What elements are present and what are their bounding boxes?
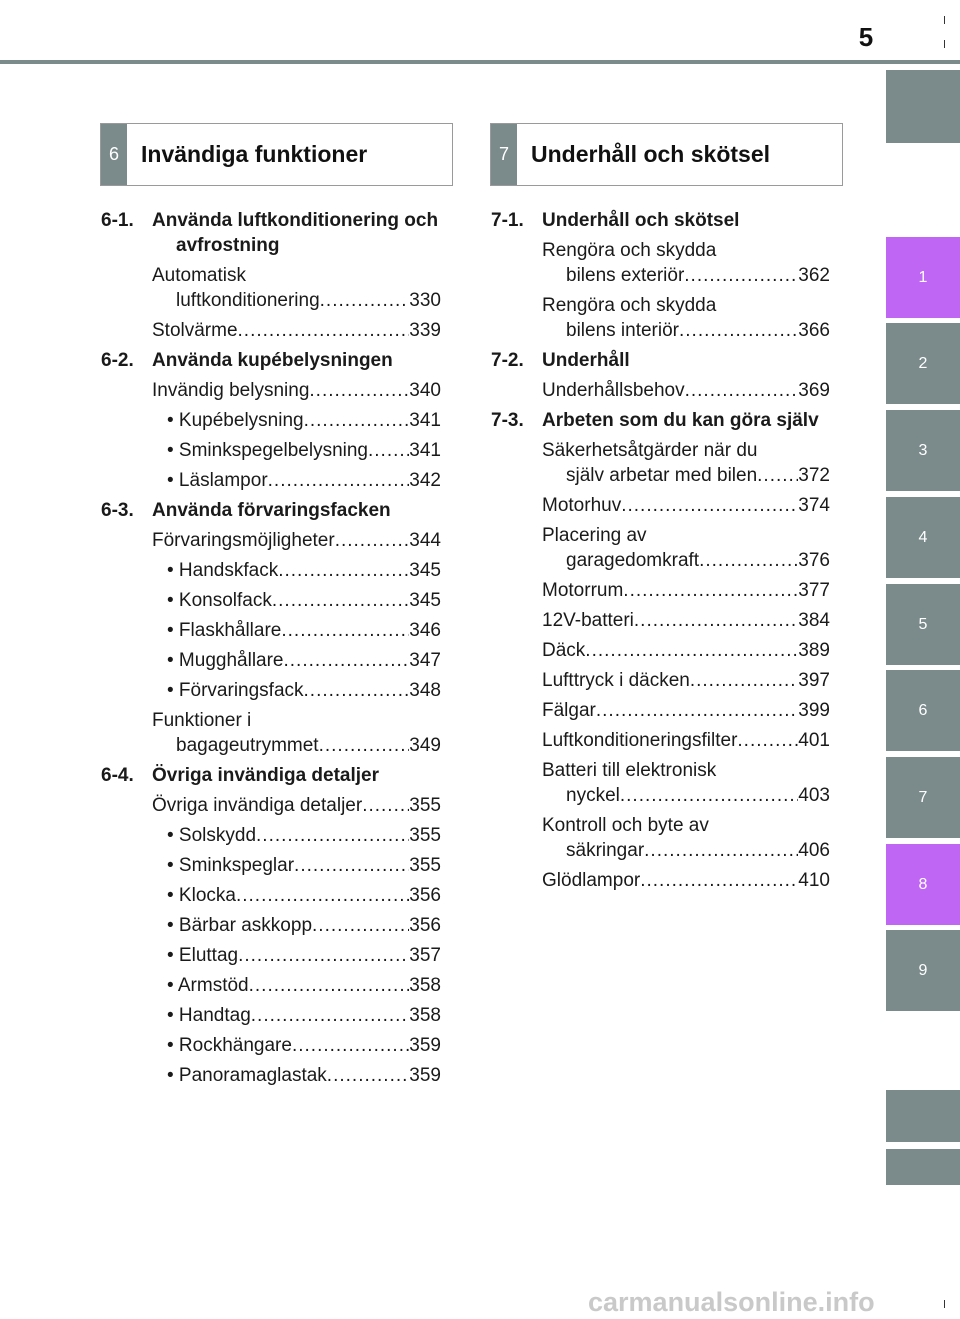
entry-page-number: 355 bbox=[409, 825, 441, 846]
dot-leader bbox=[249, 973, 410, 998]
toc-entry[interactable] bbox=[542, 578, 830, 603]
chapter-tab-8[interactable]: 8 bbox=[886, 844, 960, 925]
entry-title: • Läslampor bbox=[167, 470, 268, 491]
dot-leader bbox=[281, 618, 409, 643]
entry-page-number: 356 bbox=[409, 885, 441, 906]
chapter-number: 6-4. bbox=[101, 765, 134, 786]
toc-entry[interactable] bbox=[542, 868, 830, 893]
chapter-tab-5[interactable]: 5 bbox=[886, 584, 960, 665]
entry-title: garagedomkraft bbox=[566, 550, 700, 571]
entry-title: Stolvärme bbox=[152, 320, 238, 341]
toc-entry[interactable] bbox=[542, 378, 830, 403]
section-title: Underhåll och skötsel bbox=[531, 141, 771, 167]
toc-subentry[interactable] bbox=[159, 1033, 441, 1058]
entry-title: Invändig belysning bbox=[152, 380, 310, 401]
watermark: carmanualsonline.info bbox=[588, 1287, 875, 1317]
toc-entry[interactable] bbox=[542, 438, 830, 488]
toc-subentry[interactable] bbox=[159, 438, 441, 463]
entry-page-number: 345 bbox=[409, 590, 441, 611]
dot-leader bbox=[309, 378, 409, 403]
toc-chapter[interactable] bbox=[491, 348, 830, 373]
dot-leader bbox=[368, 438, 409, 463]
entry-title-line: Automatisk bbox=[152, 265, 246, 286]
entry-title: • Eluttag bbox=[167, 945, 239, 966]
toc-entry[interactable] bbox=[542, 238, 830, 288]
entry-page-number: 359 bbox=[409, 1035, 441, 1056]
entry-page-number: 359 bbox=[409, 1065, 441, 1086]
dot-leader bbox=[312, 913, 409, 938]
entry-page-number: 399 bbox=[798, 700, 830, 721]
entry-title: Motorhuv bbox=[542, 495, 622, 516]
dot-leader bbox=[644, 838, 798, 863]
entry-page-number: 362 bbox=[798, 265, 830, 286]
entry-title-line: Funktioner i bbox=[152, 710, 252, 731]
entry-page-number: 358 bbox=[409, 975, 441, 996]
chapter-number: 7-2. bbox=[491, 350, 524, 371]
entry-page-number: 341 bbox=[409, 440, 441, 461]
entry-title: luftkonditionering bbox=[176, 290, 320, 311]
toc-subentry[interactable] bbox=[159, 408, 441, 433]
section-number: 6 bbox=[101, 124, 127, 185]
entry-page-number: 369 bbox=[798, 380, 830, 401]
entry-title: nyckel bbox=[566, 785, 620, 806]
entry-title: • Kupébelysning bbox=[167, 410, 304, 431]
entry-page-number: 401 bbox=[798, 730, 830, 751]
chapter-tab-1[interactable]: 1 bbox=[886, 237, 960, 318]
dot-leader bbox=[294, 853, 409, 878]
section-number: 7 bbox=[491, 124, 517, 185]
chapter-title: Använda luftkonditionering och avfrostning bbox=[152, 210, 439, 256]
toc-entry[interactable] bbox=[542, 638, 830, 663]
entry-title: • Sminkspeglar bbox=[167, 855, 295, 876]
entry-title: • Klocka bbox=[167, 885, 236, 906]
entry-title: själv arbetar med bilen bbox=[566, 465, 758, 486]
entry-title: • Flaskhållare bbox=[167, 620, 282, 641]
chapter-title: Underhåll bbox=[542, 350, 630, 371]
entry-title: säkringar bbox=[566, 840, 645, 861]
dot-leader bbox=[236, 883, 409, 908]
toc-subentry[interactable] bbox=[159, 943, 441, 968]
toc-subentry[interactable] bbox=[159, 678, 441, 703]
toc-entry[interactable] bbox=[152, 263, 441, 313]
entry-title: • Handskfack bbox=[167, 560, 279, 581]
dot-leader bbox=[238, 943, 409, 968]
dot-leader bbox=[685, 378, 799, 403]
entry-title: 12V-batteri bbox=[542, 610, 634, 631]
toc-subentry[interactable] bbox=[159, 823, 441, 848]
toc-subentry[interactable] bbox=[159, 913, 441, 938]
entry-title: Luftkonditioneringsfilter bbox=[542, 730, 738, 751]
entry-page-number: 357 bbox=[409, 945, 441, 966]
toc-entry[interactable] bbox=[152, 708, 441, 758]
dot-leader bbox=[319, 733, 410, 758]
chapter-number: 6-2. bbox=[101, 350, 134, 371]
dot-leader bbox=[596, 698, 798, 723]
toc-chapter[interactable] bbox=[101, 208, 441, 258]
top-rule bbox=[0, 60, 960, 64]
entry-page-number: 330 bbox=[409, 290, 441, 311]
entry-title-line: Placering av bbox=[542, 525, 647, 546]
chapter-title: Arbeten som du kan göra själv bbox=[542, 410, 819, 431]
chapter-tab[interactable] bbox=[886, 1149, 960, 1185]
entry-page-number: 341 bbox=[409, 410, 441, 431]
entry-page-number: 406 bbox=[798, 840, 830, 861]
toc-chapter[interactable] bbox=[101, 348, 441, 373]
entry-page-number: 377 bbox=[798, 580, 830, 601]
entry-page-number: 349 bbox=[409, 735, 441, 756]
entry-title: bilens interiör bbox=[566, 320, 679, 341]
entry-page-number: 374 bbox=[798, 495, 830, 516]
toc-subentry[interactable] bbox=[159, 618, 441, 643]
entry-page-number: 355 bbox=[409, 795, 441, 816]
dot-leader bbox=[684, 263, 798, 288]
toc-subentry[interactable] bbox=[159, 853, 441, 878]
entry-title: • Panoramaglastak bbox=[167, 1065, 327, 1086]
toc-chapter[interactable] bbox=[101, 498, 441, 523]
entry-title: Förvaringsmöjligheter bbox=[152, 530, 335, 551]
crop-mark bbox=[944, 40, 945, 48]
chapter-title: Använda kupébelysningen bbox=[152, 350, 393, 371]
entry-page-number: 344 bbox=[409, 530, 441, 551]
entry-page-number: 342 bbox=[409, 470, 441, 491]
dot-leader bbox=[304, 408, 410, 433]
dot-leader bbox=[292, 1033, 409, 1058]
toc-entry[interactable] bbox=[542, 293, 830, 343]
entry-title: bilens exteriör bbox=[566, 265, 685, 286]
section-header-7 bbox=[490, 123, 843, 186]
entry-title: Underhållsbehov bbox=[542, 380, 685, 401]
chapter-tab-2[interactable]: 2 bbox=[886, 323, 960, 404]
toc-entry[interactable] bbox=[152, 378, 441, 403]
section-title: Invändiga funktioner bbox=[141, 141, 368, 167]
entry-title: • Handtag bbox=[167, 1005, 251, 1026]
dot-leader bbox=[256, 823, 409, 848]
entry-page-number: 389 bbox=[798, 640, 830, 661]
entry-title: • Armstöd bbox=[167, 975, 249, 996]
dot-leader bbox=[690, 668, 798, 693]
chapter-tab-9[interactable]: 9 bbox=[886, 930, 960, 1011]
chapter-tab-7[interactable]: 7 bbox=[886, 757, 960, 838]
section-header-6 bbox=[100, 123, 453, 186]
dot-leader bbox=[585, 638, 798, 663]
toc-column-left bbox=[101, 208, 441, 1093]
toc-subentry[interactable] bbox=[159, 648, 441, 673]
entry-title-line: Kontroll och byte av bbox=[542, 815, 709, 836]
entry-title: Motorrum bbox=[542, 580, 624, 601]
chapter-title: Underhåll och skötsel bbox=[542, 210, 740, 231]
toc-subentry[interactable] bbox=[159, 883, 441, 908]
chapter-title: Övriga invändiga detaljer bbox=[152, 765, 380, 786]
chapter-tab[interactable] bbox=[886, 1090, 960, 1142]
toc-entry[interactable] bbox=[542, 813, 830, 863]
entry-page-number: 384 bbox=[798, 610, 830, 631]
dot-leader bbox=[251, 1003, 410, 1028]
dot-leader bbox=[621, 493, 798, 518]
entry-page-number: 376 bbox=[798, 550, 830, 571]
dot-leader bbox=[620, 783, 798, 808]
dot-leader bbox=[335, 528, 410, 553]
dot-leader bbox=[699, 548, 798, 573]
entry-page-number: 403 bbox=[798, 785, 830, 806]
dot-leader bbox=[679, 318, 798, 343]
entry-page-number: 372 bbox=[798, 465, 830, 486]
chapter-tab-6[interactable]: 6 bbox=[886, 670, 960, 751]
dot-leader bbox=[278, 558, 409, 583]
entry-title: • Bärbar askkopp bbox=[167, 915, 313, 936]
chapter-title: Använda förvaringsfacken bbox=[152, 500, 391, 521]
entry-title: • Konsolfack bbox=[167, 590, 272, 611]
dot-leader bbox=[362, 793, 409, 818]
chapter-number: 6-1. bbox=[101, 210, 134, 231]
dot-leader bbox=[757, 463, 798, 488]
entry-title: • Sminkspegelbelysning bbox=[167, 440, 368, 461]
entry-title: bagageutrymmet bbox=[176, 735, 319, 756]
dot-leader bbox=[268, 468, 410, 493]
dot-leader bbox=[272, 588, 409, 613]
toc-entry[interactable] bbox=[542, 758, 830, 808]
toc-subentry[interactable] bbox=[159, 1003, 441, 1028]
crop-mark bbox=[944, 1300, 945, 1308]
entry-page-number: 347 bbox=[409, 650, 441, 671]
toc-chapter[interactable] bbox=[101, 763, 441, 788]
toc-entry[interactable] bbox=[542, 698, 830, 723]
dot-leader bbox=[327, 1063, 410, 1088]
dot-leader bbox=[304, 678, 410, 703]
chapter-tab-4[interactable]: 4 bbox=[886, 497, 960, 578]
toc-entry[interactable] bbox=[152, 528, 441, 553]
dot-leader bbox=[634, 608, 798, 633]
entry-title-line: Rengöra och skydda bbox=[542, 295, 717, 316]
dot-leader bbox=[623, 578, 798, 603]
entry-title: Däck bbox=[542, 640, 586, 661]
entry-title-line: Batteri till elektronisk bbox=[542, 760, 717, 781]
entry-page-number: 356 bbox=[409, 915, 441, 936]
entry-title: • Förvaringsfack bbox=[167, 680, 304, 701]
chapter-number: 7-1. bbox=[491, 210, 524, 231]
entry-title: • Mugghållare bbox=[167, 650, 284, 671]
toc-subentry[interactable] bbox=[159, 468, 441, 493]
toc-entry[interactable] bbox=[542, 493, 830, 518]
toc-entry[interactable] bbox=[542, 668, 830, 693]
toc-subentry[interactable] bbox=[159, 1063, 441, 1088]
entry-page-number: 358 bbox=[409, 1005, 441, 1026]
entry-title: Glödlampor bbox=[542, 870, 641, 891]
toc-chapter[interactable] bbox=[491, 408, 830, 433]
crop-mark bbox=[944, 16, 945, 24]
toc-entry[interactable] bbox=[152, 318, 441, 343]
entry-title: Lufttryck i däcken bbox=[542, 670, 690, 691]
dot-leader bbox=[640, 868, 798, 893]
dot-leader bbox=[320, 288, 410, 313]
entry-page-number: 346 bbox=[409, 620, 441, 641]
entry-page-number: 410 bbox=[798, 870, 830, 891]
entry-page-number: 345 bbox=[409, 560, 441, 581]
toc-subentry[interactable] bbox=[159, 588, 441, 613]
dot-leader bbox=[284, 648, 410, 673]
entry-page-number: 339 bbox=[409, 320, 441, 341]
chapter-tab[interactable] bbox=[886, 70, 960, 143]
entry-page-number: 397 bbox=[798, 670, 830, 691]
dot-leader bbox=[737, 728, 798, 753]
toc-entry[interactable] bbox=[542, 728, 830, 753]
toc-entry[interactable] bbox=[542, 608, 830, 633]
entry-page-number: 366 bbox=[798, 320, 830, 341]
chapter-tab-3[interactable]: 3 bbox=[886, 410, 960, 491]
toc-chapter[interactable] bbox=[491, 208, 830, 233]
entry-title-line: Rengöra och skydda bbox=[542, 240, 717, 261]
entry-title: Övriga invändiga detaljer bbox=[152, 795, 363, 816]
toc-entry[interactable] bbox=[542, 523, 830, 573]
entry-page-number: 355 bbox=[409, 855, 441, 876]
toc-subentry[interactable] bbox=[159, 558, 441, 583]
entry-title: • Rockhängare bbox=[167, 1035, 292, 1056]
chapter-number: 7-3. bbox=[491, 410, 524, 431]
entry-page-number: 340 bbox=[409, 380, 441, 401]
entry-title: • Solskydd bbox=[167, 825, 257, 846]
dot-leader bbox=[238, 318, 410, 343]
toc-column-right bbox=[491, 208, 830, 898]
toc-entry[interactable] bbox=[152, 793, 441, 818]
chapter-number: 6-3. bbox=[101, 500, 134, 521]
entry-title: Fälgar bbox=[542, 700, 596, 721]
entry-page-number: 348 bbox=[409, 680, 441, 701]
toc-subentry[interactable] bbox=[159, 973, 441, 998]
entry-title-line: Säkerhetsåtgärder när du bbox=[542, 440, 758, 461]
page-number: 5 bbox=[858, 22, 874, 52]
